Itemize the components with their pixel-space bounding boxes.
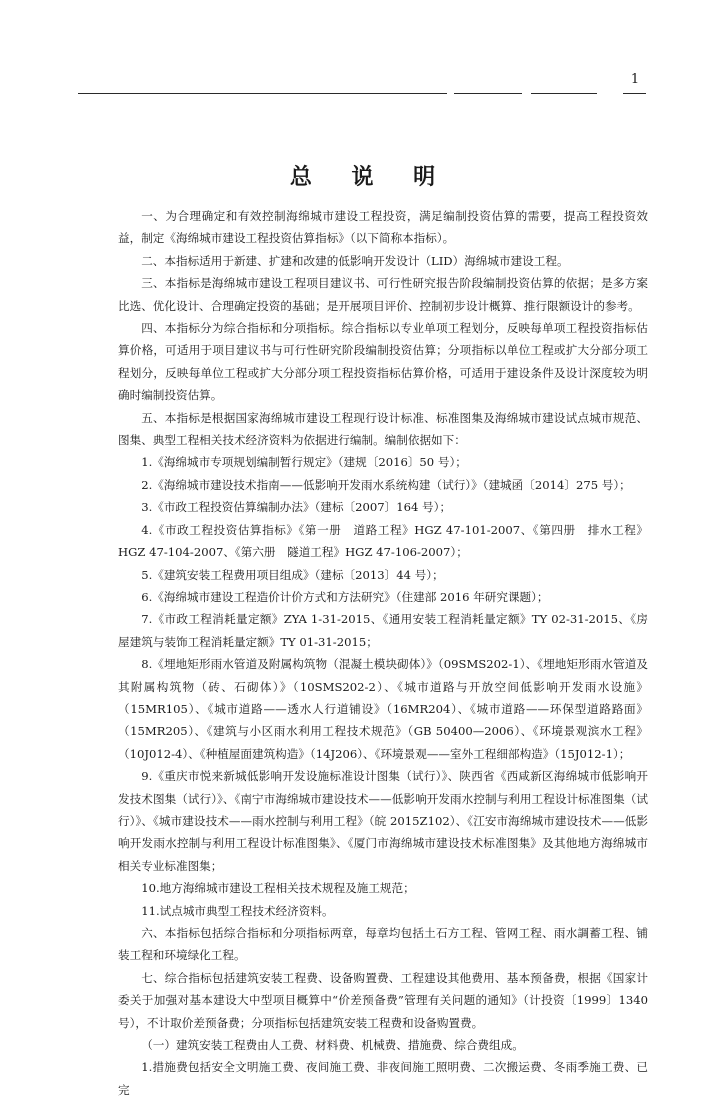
paragraph: （一）建筑安装工程费由人工费、材料费、机械费、措施费、综合费组成。 (141, 1038, 524, 1053)
list-item: 8.《埋地矩形雨水管道及附属构筑物（混凝土模块砌体）》（09SMS202-1）、《埋地矩形雨水管道及其附属构筑物（砖、石砌体）》（10SMS202-2）、《城市道路与开放空间低影响开发雨水设施》（15MR105）、《城市道路——透水人行道铺设》（16MR204）、《城市道路——环保型道路路面》（15MR205）、《建筑与小区雨水利用工程技术规范》（GB 50400—2006）、《环境景观滨水工程》（10J012-4）、《种植屋面建筑构造》（14J206）、《环境景观——室外工程细部构造》（15J012-1）； (118, 657, 648, 761)
paragraph: 五、本指标是根据国家海绵城市建设工程现行设计标准、标准图集及海绵城市建设试点城市规范、图集、典型工程相关技术经济资料为依据进行编制。编制依据如下： (118, 410, 648, 448)
body-text (118, 205, 648, 1101)
list-item: 9.《重庆市悦来新城低影响开发设施标准设计图集（试行）》、陕西省《西咸新区海绵城市低影响开发技术图集（试行）》、《南宁市海绵城市建设技术——低影响开发雨水控制与利用工程设计标准图集（试行）》、《城市建设技术——雨水控制与利用工程》（皖 2015Z102）、《江安市海绵城市建设技术——低影响开发雨水控制与利用工程设计标准图集》、《厦门市海绵城市建设技术标准图集》及其他地方海绵城市相关专业标准图集； (118, 769, 648, 873)
header-rule-break (447, 91, 454, 96)
header-rule-break (597, 91, 623, 96)
header-rule-break (522, 91, 531, 96)
paragraph: 七、综合指标包括建筑安装工程费、设备购置费、工程建设其他费用、基本预备费，根据《国家计委关于加强对基本建设大中型项目概算中“价差预备费”管理有关问题的通知》（计投资〔1999〕1340 号），不计取价差预备费；分项指标包括建筑安装工程费和设备购置费。 (118, 970, 648, 1030)
list-item: 5.《建筑安装工程费用项目组成》（建标〔2013〕44 号）； (141, 567, 444, 582)
paragraph: 二、本指标适用于新建、扩建和改建的低影响开发设计（LID）海绵城市建设工程。 (141, 253, 569, 268)
page-number: 1 (630, 72, 640, 87)
list-item: 10.地方海绵城市建设工程相关技术规程及施工规范； (141, 881, 415, 896)
list-item: 3.《市政工程投资估算编制办法》（建标〔2007〕164 号）； (141, 500, 452, 515)
header-rule (78, 93, 646, 94)
paragraph: 四、本指标分为综合指标和分项指标。综合指标以专业单项工程划分，反映每单项工程投资指标估算价格，可适用于项目建议书与可行性研究阶段编制投资估算；分项指标以单位工程或扩大分部分项工程划分，反映每单位工程或扩大分部分项工程投资指标估算价格，可适用于建设条件及设计深度较为明确时编制投资估算。 (118, 321, 648, 403)
paragraph: 六、本指标包括综合指标和分项指标两章，每章均包括土石方工程、管网工程、雨水調蓄工程、铺装工程和环境绿化工程。 (118, 926, 648, 963)
list-item: 6.《海绵城市建设工程造价计价方式和方法研究》（住建部 2016 年研究课题）； (141, 589, 549, 604)
paragraph: 三、本指标是海绵城市建设工程项目建议书、可行性研究报告阶段编制投资估算的依据；是多方案比选、优化设计、合理确定投资的基础；是开展项目评价、控制初步设计概算、推行限额设计的参考。 (118, 276, 648, 313)
list-item: 4.《市政工程投资估算指标》《第一册 道路工程》HGZ 47-101-2007、《第四册 排水工程》HGZ 47-104-2007、《第六册 隧道工程》HGZ 47-106-2007）； (118, 522, 648, 560)
list-item: 2.《海绵城市建设技术指南——低影响开发雨水系统构建（试行）》（建城函〔2014〕275 号）； (141, 477, 631, 492)
list-item: 11.试点城市典型工程技术经济资料。 (141, 903, 334, 918)
page-title: 总 说 明 (289, 164, 452, 190)
list-item: 7.《市政工程消耗量定额》ZYA 1-31-2015、《通用安装工程消耗量定额》TY 02-31-2015、《房屋建筑与装饰工程消耗量定额》TY 01-31-2015； (118, 612, 648, 649)
paragraph: 1.措施费包括安全文明施工费、夜间施工费、非夜间施工照明费、二次搬运费、冬雨季施工费、已完 (118, 1060, 648, 1097)
paragraph: 一、为合理确定和有效控制海绵城市建设工程投资，满足编制投资估算的需要，提高工程投资效益，制定《海绵城市建设工程投资估算指标》（以下简称本指标）。 (118, 209, 648, 246)
list-item: 1.《海绵城市专项规划编制暂行规定》（建规〔2016〕50 号）； (141, 455, 467, 470)
